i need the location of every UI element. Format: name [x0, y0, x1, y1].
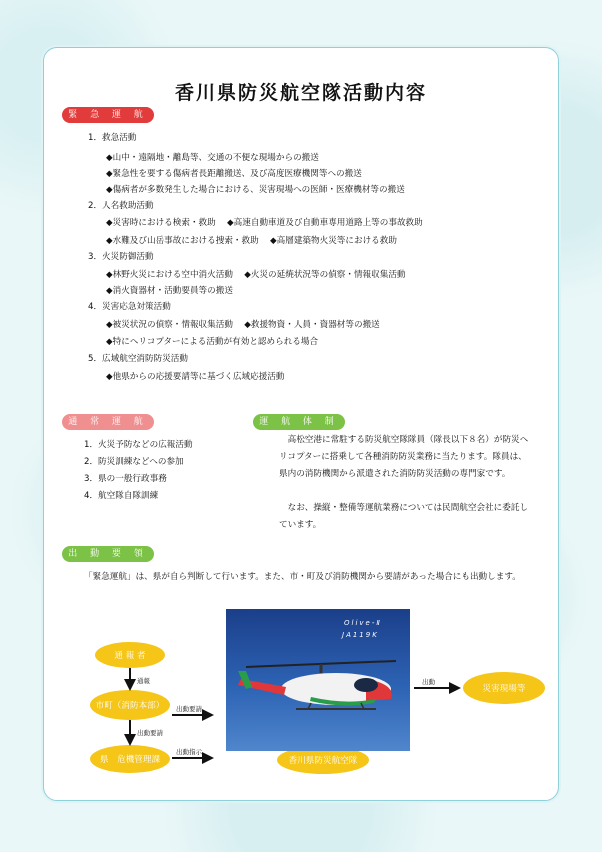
emergency-line: ◆傷病者が多数発生した場合における、災害現場への医師・医療機材等の搬送 — [106, 185, 405, 195]
section-label-normal: 通 常 運 航 — [62, 414, 154, 430]
emergency-heading: 5．広域航空消防防災活動 — [88, 354, 188, 364]
node-city: 市町（消防本部） — [90, 690, 170, 720]
emergency-line: ◆水難及び山岳事故における捜索・救助 ◆高層建築物火災等における救助 — [106, 236, 397, 246]
section-label-system: 運 航 体 制 — [253, 414, 345, 430]
node-prefecture: 県 危機管理課 — [90, 745, 170, 773]
heli-name: Olive-Ⅱ — [344, 619, 382, 627]
page-title: 香川県防災航空隊活動内容 — [174, 82, 427, 104]
emergency-line: ◆災害時における検索・救助 ◆高速自動車道及び自動車専用道路上等の事故救助 — [106, 218, 423, 228]
normal-item: 2．防災訓練などへの参加 — [84, 457, 184, 467]
label-dispatch: 出動 — [422, 678, 435, 686]
emergency-line: ◆特にヘリコプターによる活動が有効と認められる場合 — [106, 337, 319, 347]
normal-item: 4．航空隊自隊訓練 — [84, 491, 159, 501]
normal-item: 3．県の一般行政事務 — [84, 474, 167, 484]
node-corps: 香川県防災航空隊 — [277, 746, 369, 774]
system-paragraph: なお、操縦・整備等運航業務については民間航空会社に委託しています。 — [279, 503, 529, 530]
label-report: 通報 — [137, 677, 150, 685]
heli-registration: JA119K — [342, 631, 379, 639]
emergency-heading: 4．災害応急対策活動 — [88, 302, 171, 312]
emergency-heading: 3．火災防御活動 — [88, 252, 154, 262]
emergency-heading: 2．人名救助活動 — [88, 201, 154, 211]
label-request-corps: 出動要請 — [176, 705, 202, 713]
label-request-city: 出動要請 — [137, 729, 163, 737]
section-label-dispatch: 出 動 要 領 — [62, 546, 154, 562]
normal-item: 1．火災予防などの広報活動 — [84, 440, 193, 450]
section-label-emergency: 緊 急 運 航 — [62, 107, 154, 123]
emergency-line: ◆林野火災における空中消火活動 ◆火災の延焼状況等の偵察・情報収集活動 — [106, 270, 406, 280]
emergency-line: ◆消火資器材・活動要員等の搬送 — [106, 286, 233, 296]
dispatch-text: 「緊急運航」は、県が自ら判断して行います。また、市・町及び消防機関から要請があった場合にも出動します。 — [84, 572, 521, 582]
system-paragraph: 高松空港に常駐する防災航空隊隊員（隊長以下８名）が防災ヘリコプターに搭乗して各種消防防災業務に当たります。隊員は、県内の消防機関から派遣された消防防災活動の専門家です。 — [279, 435, 529, 479]
node-site: 災害現場等 — [463, 672, 545, 704]
emergency-line: ◆緊急性を要する傷病者長距離搬送、及び高度医療機関等への搬送 — [106, 169, 362, 179]
emergency-line: ◆被災状況の偵察・情報収集活動 ◆救援物資・人員・資器材等の搬送 — [106, 320, 380, 330]
label-order: 出動指示 — [176, 748, 202, 756]
emergency-line: ◆山中・遠隔地・離島等、交通の不便な現場からの搬送 — [106, 153, 319, 163]
helicopter-photo — [226, 609, 410, 751]
emergency-line: ◆他県からの応援要請等に基づく広域応援活動 — [106, 372, 285, 382]
node-reporter: 通 報 者 — [95, 642, 165, 668]
helicopter-icon — [226, 609, 410, 751]
emergency-heading: 1．救急活動 — [88, 133, 137, 143]
